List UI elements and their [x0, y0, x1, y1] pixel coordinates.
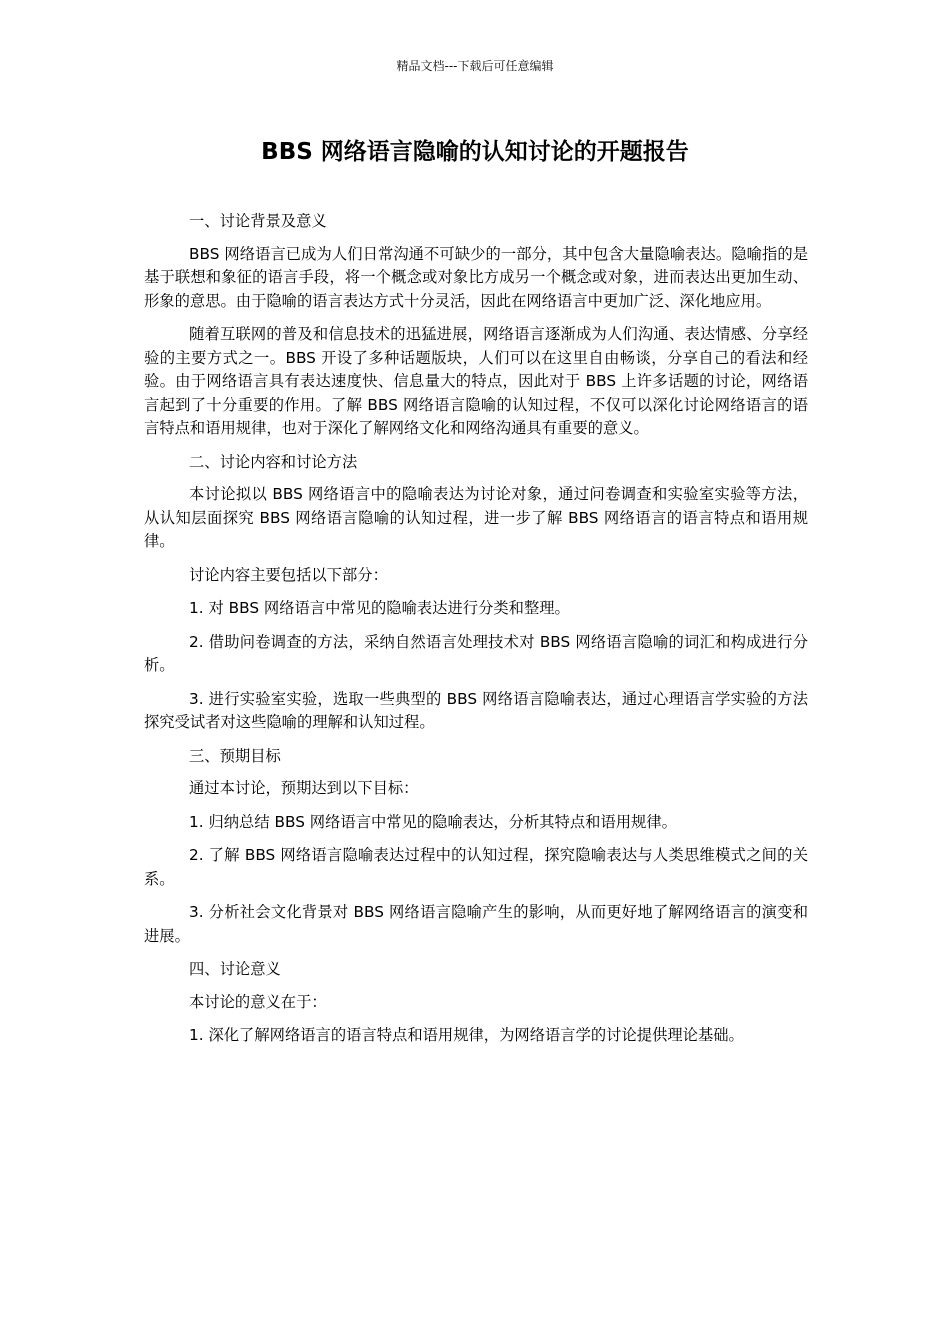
header-note: 精品文档---下载后可任意编辑 [396, 59, 554, 73]
document-title: BBS 网络语言隐喻的认知讨论的开题报告 [261, 139, 689, 165]
paragraph: 讨论内容主要包括以下部分： [189, 565, 388, 584]
section-heading-content-methods: 二、讨论内容和讨论方法 [189, 452, 358, 471]
section-heading-background: 一、讨论背景及意义 [189, 212, 327, 230]
paragraph: 通过本讨论，预期达到以下目标： [189, 779, 419, 797]
list-item: 1. 深化了解网络语言的语言特点和语用规律，为网络语言学的讨论提供理论基础。 [189, 1026, 744, 1044]
list-item: 3. 进行实验室实验，选取一些典型的 BBS 网络语言隐喻表达，通过心理语言学实验的方法探究受试者对这些隐喻的理解和认知过程。 [144, 689, 808, 731]
document-body [144, 210, 808, 1058]
section-heading-significance: 四、讨论意义 [189, 960, 281, 978]
paragraph: BBS 网络语言已成为人们日常沟通不可缺少的一部分，其中包含大量隐喻表达。隐喻指的是基于联想和象征的语言手段，将一个概念或对象比方成另一个概念或对象，进而表达出更加生动、形象的意思。由于隐喻的语言表达方式十分灵活，因此在网络语言中更加广泛、深化地应用。 [144, 244, 808, 310]
list-item: 1. 归纳总结 BBS 网络语言中常见的隐喻表达，分析其特点和语用规律。 [189, 812, 677, 831]
list-item: 3. 分析社会文化背景对 BBS 网络语言隐喻产生的影响，从而更好地了解网络语言的演变和进展。 [144, 903, 808, 945]
paragraph: 本讨论拟以 BBS 网络语言中的隐喻表达为讨论对象，通过问卷调查和实验室实验等方法，从认知层面探究 BBS 网络语言隐喻的认知过程，进一步了解 BBS 网络语言的语言特点和语用规律。 [144, 485, 808, 550]
list-item: 2. 借助问卷调查的方法，采纳自然语言处理技术对 BBS 网络语言隐喻的词汇和构成进行分析。 [144, 632, 808, 674]
paragraph: 本讨论的意义在于： [189, 992, 327, 1011]
list-item: 1. 对 BBS 网络语言中常见的隐喻表达进行分类和整理。 [189, 599, 570, 617]
list-item: 2. 了解 BBS 网络语言隐喻表达过程中的认知过程，探究隐喻表达与人类思维模式之间的关系。 [144, 846, 808, 888]
section-heading-goals: 三、预期目标 [189, 746, 281, 765]
paragraph: 随着互联网的普及和信息技术的迅猛进展，网络语言逐渐成为人们沟通、表达情感、分享经验的主要方式之一。BBS 开设了多种话题版块，人们可以在这里自由畅谈，分享自己的看法和经验。由于网络语言具有表达速度快、信息量大的特点，因此对于 BBS 上许多话题的讨论，网络语言起到了十分重要的作用。了解 BBS 网络语言隐喻的认知过程，不仅可以深化讨论网络语言的语言特点和语用规律，也对于深化了解网络文化和网络沟通具有重要的意义。 [144, 325, 808, 437]
